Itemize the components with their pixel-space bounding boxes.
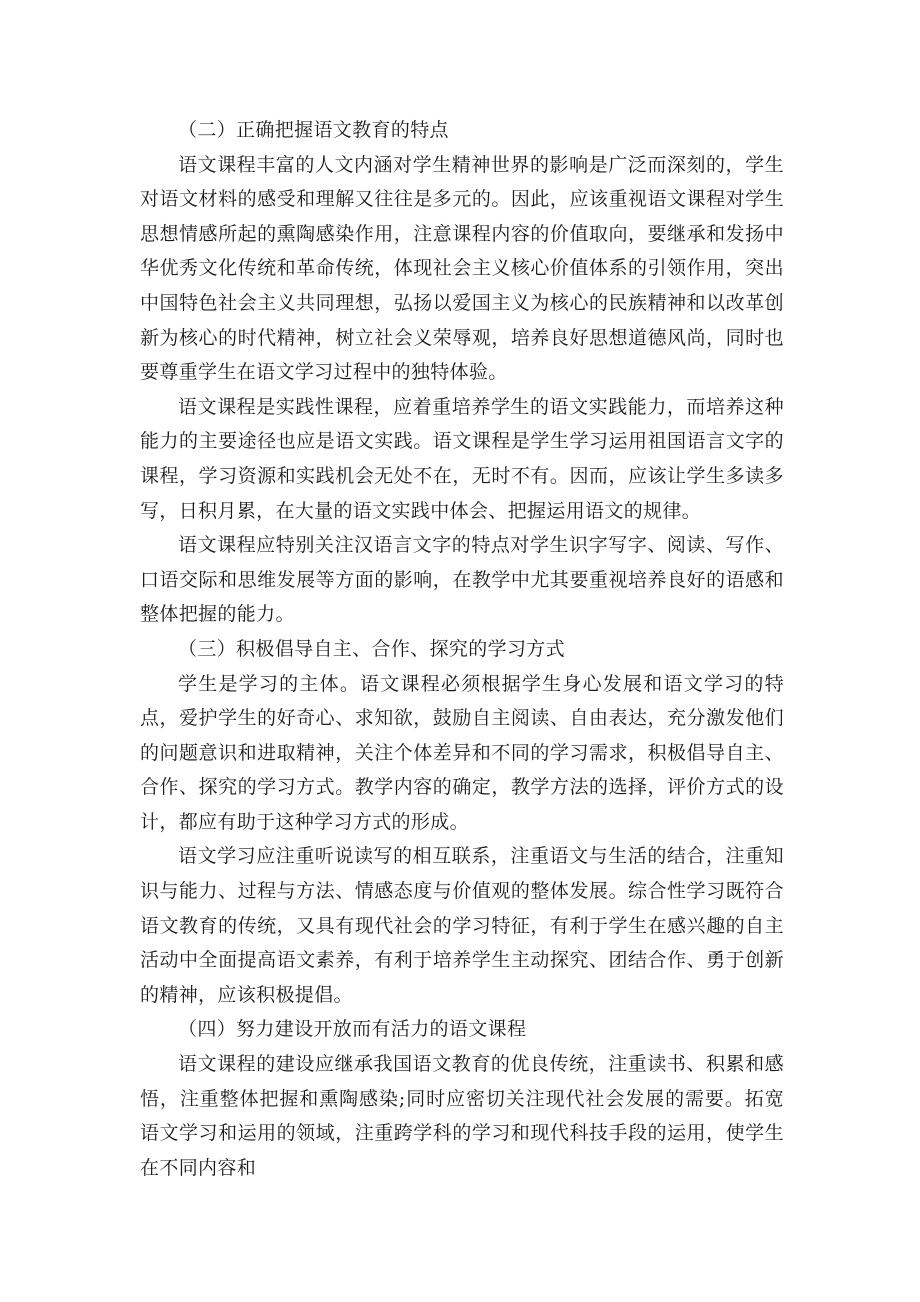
paragraph: 语文学习应注重听说读写的相互联系，注重语文与生活的结合，注重知识与能力、过程与方法、情感态度与价值观的整体发展。综合性学习既符合语文教育的传统，又具有现代社会的学习特征，有利于学生在感兴趣的自主活动中全面提高语文素养，有利于培养学生主动探究、团结合作、勇于创新的精神，应该积极提倡。 (140, 845, 784, 1006)
document-page (140, 113, 784, 1185)
section-3 (140, 632, 784, 1013)
section-2 (140, 113, 784, 632)
paragraph: 语文课程是实践性课程，应着重培养学生的语文实践能力，而培养这种能力的主要途径也应是语文实践。语文课程是学生学习运用祖国语言文字的课程，学习资源和实践机会无处不在，无时不有。因而，应该让学生多读多写，日积月累，在大量的语文实践中体会、把握运用语文的规律。 (140, 395, 784, 522)
paragraph: 语文课程应特别关注汉语言文字的特点对学生识字写字、阅读、写作、口语交际和思维发展等方面的影响，在教学中尤其要重视培养良好的语感和整体把握的能力。 (140, 534, 784, 626)
paragraph: 语文课程的建设应继承我国语文教育的优良传统，注重读书、积累和感悟，注重整体把握和熏陶感染;同时应密切关注现代社会发展的需要。拓宽语文学习和运用的领域，注重跨学科的学习和现代科技手段的运用，使学生在不同内容和 (140, 1053, 784, 1179)
section-4 (140, 1012, 784, 1185)
section-heading: （四）努力建设开放而有活力的语文课程 (178, 1018, 527, 1041)
section-heading: （二）正确把握语文教育的特点 (178, 119, 449, 141)
section-heading: （三）积极倡导自主、合作、探究的学习方式 (178, 637, 566, 660)
paragraph: 语文课程丰富的人文内涵对学生精神世界的影响是广泛而深刻的，学生对语文材料的感受和理解又往往是多元的。因此，应该重视语文课程对学生思想情感所起的熏陶感染作用，注意课程内容的价值取向，要继承和发扬中华优秀文化传统和革命传统，体现社会主义核心价值体系的引领作用，突出中国特色社会主义共同理想，弘扬以爱国主义为核心的民族精神和以改革创新为核心的时代精神，树立社会义荣辱观，培养良好思想道德风尚，同时也要尊重学生在语文学习过程中的独特体验。 (140, 153, 784, 384)
paragraph: 学生是学习的主体。语文课程必须根据学生身心发展和语文学习的特点，爱护学生的好奇心、求知欲，鼓励自主阅读、自由表达，充分激发他们的问题意识和进取精神，关注个体差异和不同的学习需求，积极倡导自主、合作、探究的学习方式。教学内容的确定，教学方法的选择，评价方式的设计，都应有助于这种学习方式的形成。 (140, 672, 784, 833)
